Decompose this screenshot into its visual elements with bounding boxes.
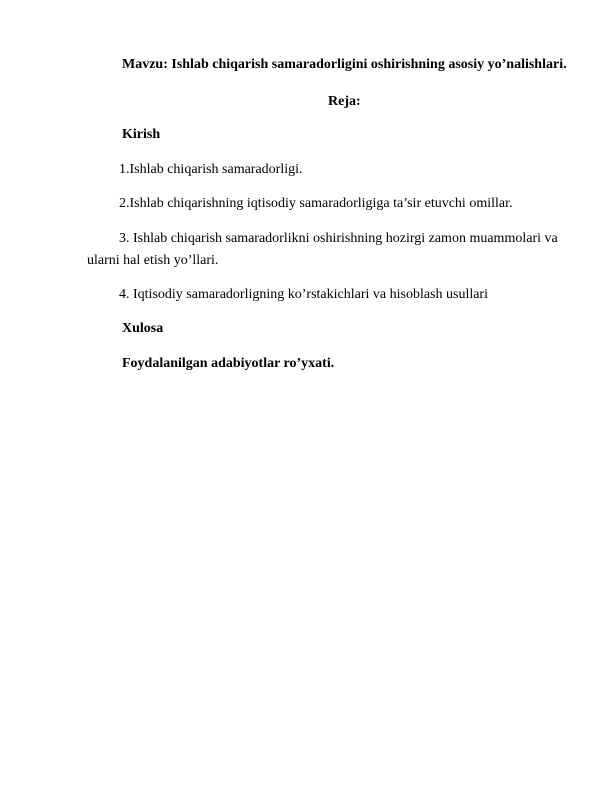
plan-item-3-line-2: ularni hal etish yo’llari. — [87, 253, 219, 268]
plan-item-4: 4. Iqtisodiy samaradorligning ko’rstakichlari va hisoblash usullari — [119, 287, 488, 302]
plan-item-references: Foydalanilgan adabiyotlar ro’yxati. — [122, 356, 335, 371]
plan-item-3-line-1: 3. Ishlab chiqarish samaradorlikni oshirishning hozirgi zamon muammolari va — [119, 231, 558, 246]
plan-item-2: 2.Ishlab chiqarishning iqtisodiy samaradorligiga ta’sir etuvchi omillar. — [119, 196, 513, 211]
plan-item-1: 1.Ishlab chiqarish samaradorligi. — [119, 162, 303, 177]
document-title: Mavzu: Ishlab chiqarish samaradorligini oshirishning asosiy yo’nalishlari. — [122, 57, 567, 72]
plan-item-introduction: Kirish — [122, 127, 161, 142]
plan-item-conclusion: Xulosa — [122, 321, 164, 336]
plan-heading: Reja: — [328, 94, 361, 109]
